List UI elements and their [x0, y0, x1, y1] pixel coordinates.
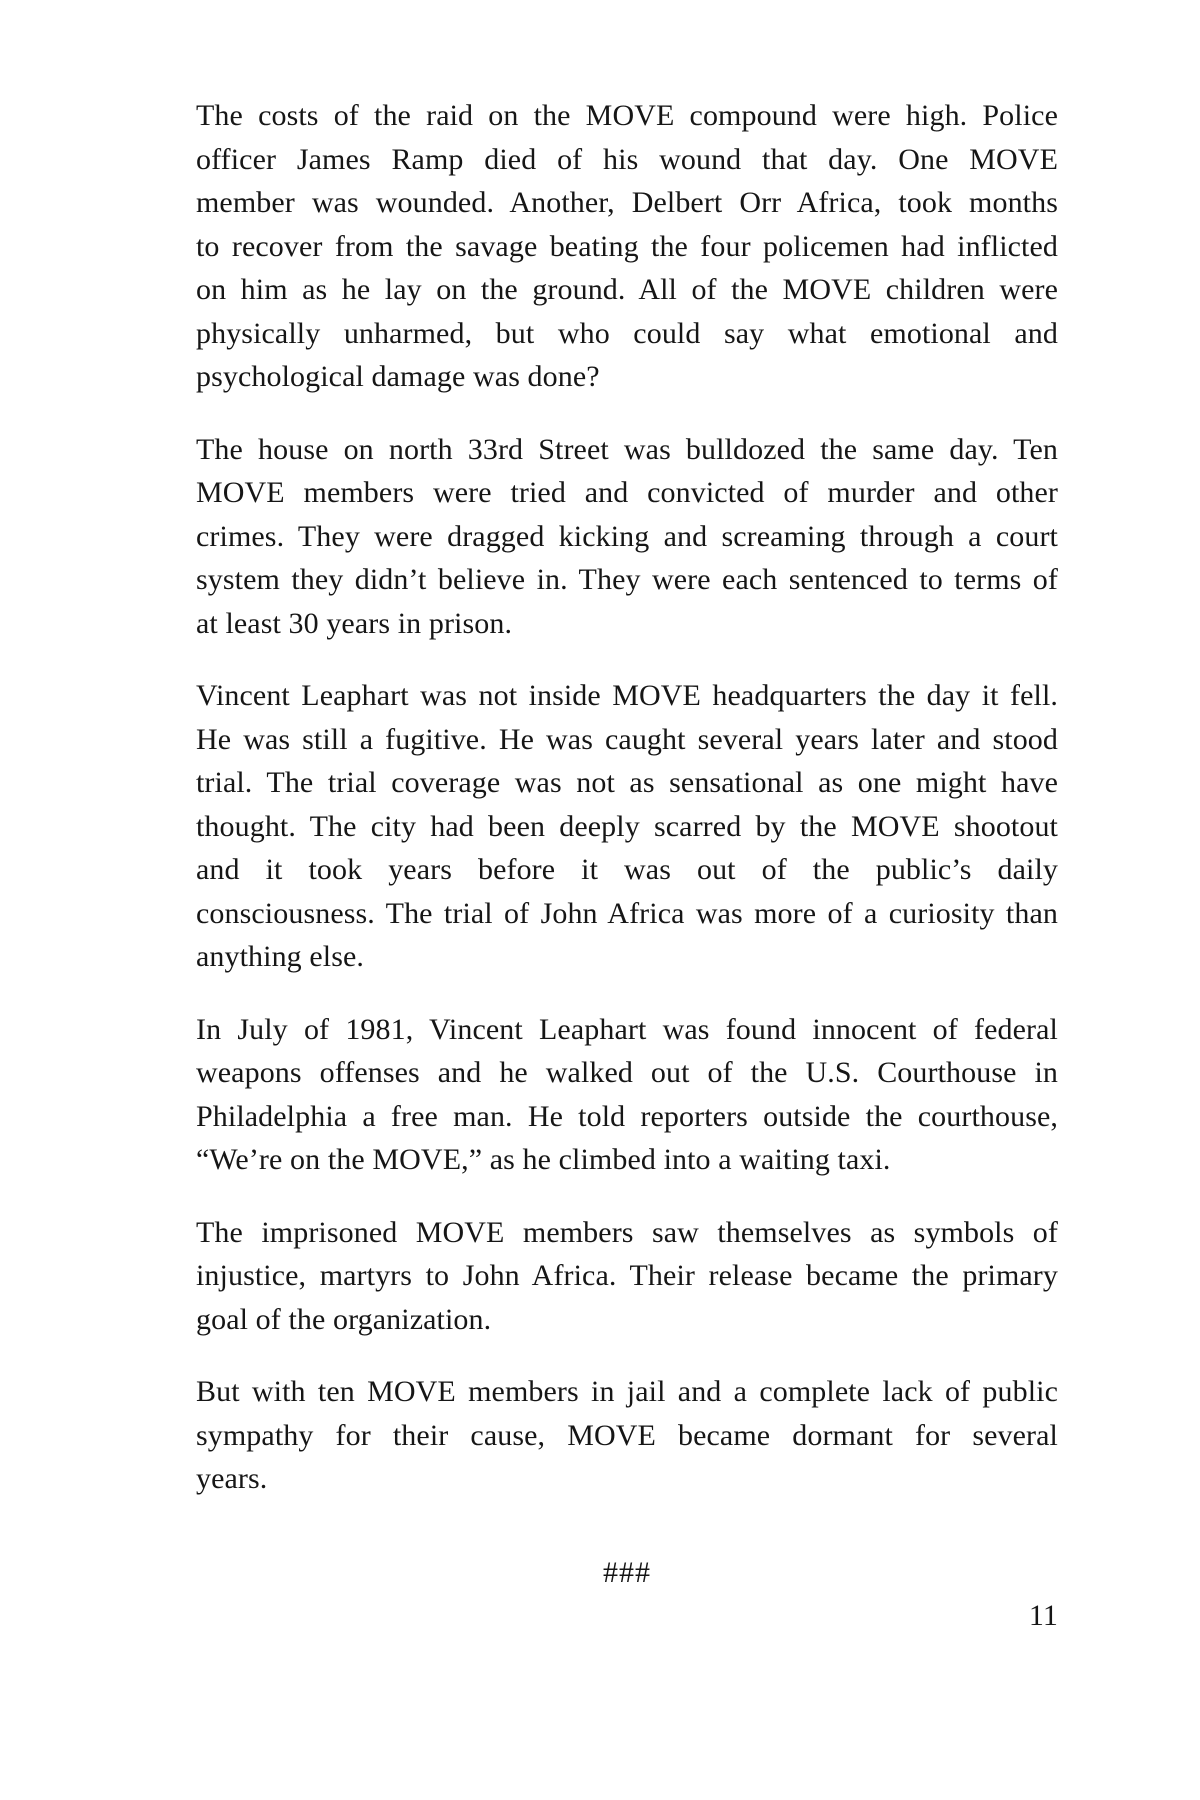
text-line: sympathy for their cause, MOVE became dormant for several: [196, 1418, 1058, 1452]
text-line: psychological damage was done?: [196, 360, 600, 393]
text-line: Vincent Leaphart was not inside MOVE headquarters the day it fell.: [196, 679, 1058, 712]
text-line: anything else.: [196, 940, 365, 973]
text-line: thought. The city had been deeply scarred by the MOVE shootout: [196, 809, 1058, 843]
paragraph: [196, 1008, 1058, 1182]
text-line: Philadelphia a free man. He told reporters outside the courthouse,: [196, 1099, 1058, 1133]
text-line: officer James Ramp died of his wound that day. One MOVE: [196, 142, 1058, 176]
text-line: at least 30 years in prison.: [196, 606, 513, 640]
text-line: injustice, martyrs to John Africa. Their release became the primary: [196, 1259, 1058, 1292]
text-line: But with ten MOVE members in jail and a complete lack of public: [196, 1375, 1058, 1408]
text-line: system they didn’t believe in. They were each sentenced to terms of: [196, 563, 1058, 596]
paragraph: [196, 674, 1058, 979]
text-line: crimes. They were dragged kicking and screaming through a court: [196, 519, 1058, 553]
page-number: 11: [1028, 1599, 1058, 1632]
text-line: MOVE members were tried and convicted of murder and other: [196, 476, 1058, 509]
body-text: [196, 94, 1058, 1638]
text-line: “We’re on the MOVE,” as he climbed into a waiting taxi.: [196, 1143, 891, 1176]
paragraph: [196, 94, 1058, 399]
section-break-marker: ###: [603, 1555, 651, 1589]
paragraph: [196, 1211, 1058, 1342]
text-line: The costs of the raid on the MOVE compound were high. Police: [196, 99, 1058, 132]
text-line: weapons offenses and he walked out of the U.S. Courthouse in: [196, 1056, 1058, 1089]
text-line: physically unharmed, but who could say what emotional and: [196, 316, 1058, 350]
text-line: goal of the organization.: [196, 1302, 492, 1336]
text-line: trial. The trial coverage was not as sensational as one might have: [196, 766, 1058, 799]
text-line: In July of 1981, Vincent Leaphart was found innocent of federal: [196, 1012, 1058, 1046]
text-line: member was wounded. Another, Delbert Orr Africa, took months: [196, 186, 1058, 219]
text-line: and it took years before it was out of the public’s daily: [196, 853, 1058, 886]
paragraph: [196, 1370, 1058, 1501]
text-line: The house on north 33rd Street was bulldozed the same day. Ten: [196, 432, 1058, 466]
text-line: on him as he lay on the ground. All of the MOVE children were: [196, 273, 1058, 306]
text-line: He was still a fugitive. He was caught several years later and stood: [196, 722, 1058, 756]
text-line: consciousness. The trial of John Africa was more of a curiosity than: [196, 896, 1058, 930]
text-line: years.: [196, 1462, 268, 1495]
paragraph: [196, 428, 1058, 646]
text-line: The imprisoned MOVE members saw themselves as symbols of: [196, 1215, 1058, 1249]
text-line: to recover from the savage beating the four policemen had inflicted: [196, 229, 1058, 263]
